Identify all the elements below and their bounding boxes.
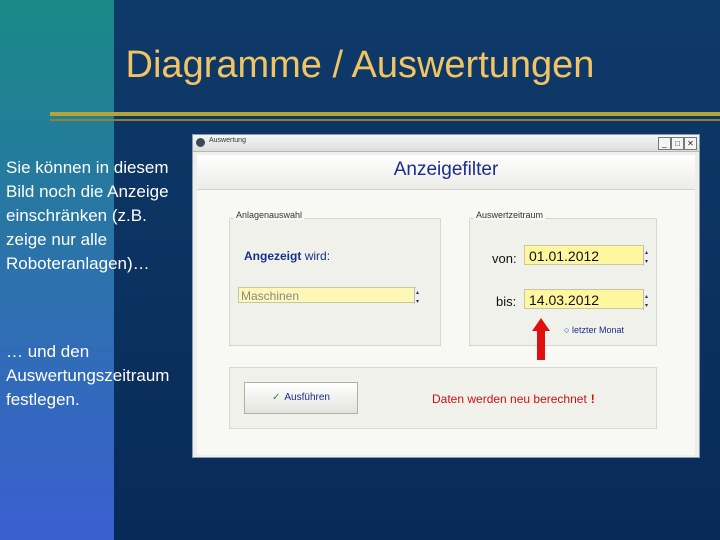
system-select-value: Maschinen	[241, 289, 300, 303]
body-text-period: … und den Auswertungszeitraum festlegen.	[6, 342, 170, 409]
status-message-text: Daten werden neu berechnet	[432, 392, 587, 406]
title-rule-thin	[50, 119, 720, 121]
period-group	[469, 210, 657, 346]
up-arrow-icon	[532, 318, 550, 360]
minimize-icon[interactable]: _	[658, 137, 671, 150]
filter-header	[197, 155, 695, 190]
to-date-spinner-icon[interactable]	[643, 290, 652, 310]
system-spinner-icon[interactable]	[414, 288, 423, 304]
window-title: Auswertung	[209, 137, 246, 144]
system-select[interactable]	[238, 287, 416, 303]
from-date-value: 01.01.2012	[529, 248, 600, 264]
filter-title: Anzeigefilter	[393, 159, 499, 180]
run-button[interactable]	[244, 382, 358, 414]
status-mark: !	[590, 392, 595, 406]
to-date-field[interactable]	[524, 289, 644, 309]
last-month-radio-icon[interactable]: ○	[564, 325, 570, 335]
system-selection-label: Anlagenauswahl	[236, 210, 303, 220]
last-month-label: letzter Monat	[571, 325, 624, 335]
shown-label	[244, 249, 330, 263]
app-icon	[196, 138, 205, 147]
shown-label-suffix: wird:	[304, 249, 331, 263]
last-month-option[interactable]	[564, 325, 624, 335]
from-date-spinner-icon[interactable]	[643, 246, 652, 266]
window-content	[197, 155, 695, 455]
evaluation-window	[192, 134, 700, 458]
from-label: von:	[492, 251, 517, 266]
period-label: Auswertzeitraum	[476, 210, 544, 220]
action-group	[229, 367, 657, 429]
checkmark-icon: ✓	[272, 392, 281, 403]
maximize-icon[interactable]: □	[671, 137, 684, 150]
to-date-value: 14.03.2012	[529, 292, 600, 308]
body-text-filter: Sie können in diesem Bild noch die Anzeige einschränken (z.B. zeige nur alle Roboteranlagen)…	[6, 158, 169, 273]
close-icon[interactable]: ✕	[684, 137, 697, 150]
window-titlebar[interactable]	[193, 135, 699, 152]
from-date-field[interactable]	[524, 245, 644, 265]
to-label: bis:	[496, 294, 517, 309]
shown-label-text: Angezeigt	[244, 249, 302, 263]
system-selection-group	[229, 210, 441, 346]
status-message	[432, 392, 595, 406]
run-button-label: Ausführen	[284, 392, 330, 403]
title-rule	[50, 112, 720, 116]
slide-title: Diagramme / Auswertungen	[125, 44, 595, 86]
